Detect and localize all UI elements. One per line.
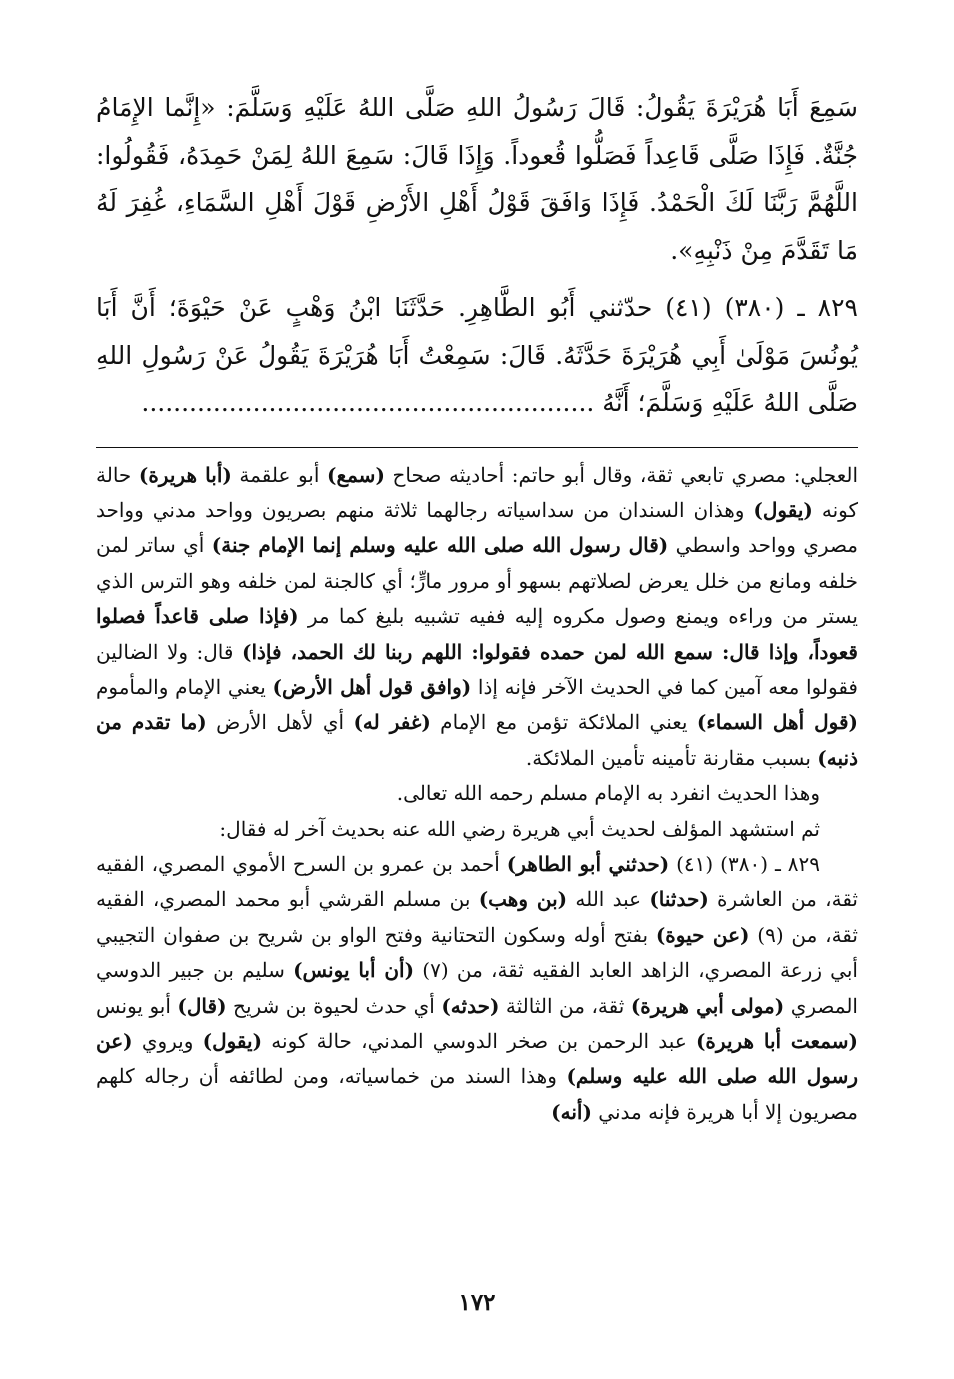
commentary-paragraph-4: ٨٢٩ ـ (٣٨٠) (٤١) (حدثني أبو الطاهر) أحمد بن عمرو بن السرح الأموي المصري، الفقيه ثقة، من العاشرة (حدثنا) عبد الله (بن وهب) بن مسلم القرشي أبو محمد المصري، الفقيه ثقة، من (٩) (عن حيوة) بفتح أوله وسكون التحتانية وفتح الواو بن شريح بن صفوان التجيبي أبي زرعة المصري، الزاهد العابد الفقيه ثقة، من (٧) (أن أبا يونس) سليم بن جبير الدوسي المصري (مولى أبي هريرة) ثقة، من الثالثة (حدثه) أي حدث لحيوة بن شريح (قال) أبو يونس (سمعت أبا هريرة) عبد الرحمن بن صخر الدوسي المدني، حالة كونه (يقول) ويروي (عن رسول الله صلى الله عليه وسلم) وهذا السند من خماسياته، ومن لطائفه أن رجاله كلهم مصريون إلا أبا هريرة فإنه مدني (أنه) bbox=[96, 851, 859, 1124]
commentary-paragraph-1: العجلي: مصري تابعي ثقة، وقال أبو حاتم: أحاديثه صحاح (سمع) أبو علقمة (أبا هريرة) حالة كونه (يقول) وهذان السندان من سداسياته رجالهما ثلاثة منهم بصريون وواحد مدني وواحد مصري وواحد واسطي (قال رسول الله صلى الله عليه وسلم إنما الإمام جنة) أي ساتر لمن خلفه ومانع من خلل يعرض لصلاتهم بسهو أو مرور مارٍّ؛ أي كالجنة لمن خلفه وهو الترس الذي يستر من وراءه ويمنع وصول مكروه إليه ففيه تشبيه بليغ كما مر (فإذا صلى قاعداً فصلوا قعوداً، وإذا قال: سمع الله لمن حمده فقولوا: اللهم ربنا لك الحمد، فإذا) قال: ولا الضالين فقولوا معه آمين كما في الحديث الآخر فإنه إذا (وافق قول أهل الأرض) يعني الإمام والمأموم (قول أهل السماء) يعني الملائكة تؤمن مع الإمام (غفر له) أي لأهل الأرض (ما تقدم من ذنبه) بسبب مقارنة تأمينه تأمين الملائكة. bbox=[96, 462, 859, 770]
commentary-paragraph-2: وهذا الحديث انفرد به الإمام مسلم رحمه الله تعالى. bbox=[396, 781, 820, 806]
hadith-paragraph-2: ٨٢٩ ـ (٣٨٠) (٤١) حدّثني أَبُو الطَّاهِرِ. حَدَّثَنَا ابْنُ وَهْبٍ عَنْ حَيْوَةَ؛ أَنَّ أَبَا يُونُسَ مَوْلَىٰ أَبِي هُرَيْرَةَ حَدَّثَهُ. قَالَ: سَمِعْتُ أَبَا هُرَيْرَةَ يَقُولُ عَنْ رَسُولِ اللهِ صَلَّى اللهُ عَلَيْهِ وَسَلَّمَ؛ أَنَّهُ ......................................................... bbox=[96, 293, 858, 417]
separator-line bbox=[96, 447, 858, 448]
page-number: ١٧٢ bbox=[458, 1289, 496, 1316]
commentary-text bbox=[96, 458, 858, 1131]
commentary-paragraph-3: ثم استشهد المؤلف لحديث أبي هريرة رضي الله عنه بحديث آخر له فقال: bbox=[219, 816, 820, 841]
hadith-paragraph-1: سَمِعَ أَبَا هُرَيْرَةَ يَقُولُ: قَالَ رَسُولُ اللهِ صَلَّى اللهُ عَلَيْهِ وَسَلَّمَ: «إِنَّما الإِمَامُ جُنَّةٌ. فَإِذَا صَلَّى قَاعِداً فَصَلُّوا قُعوداً. وَإِذَا قَالَ: سَمِعَ اللهُ لِمَنْ حَمِدَهُ، فَقُولُوا: اللَّهُمَّ رَبَّنَا لَكَ الْحَمْدُ. فَإِذَا وَافَقَ قَوْلُ أَهْلِ الأَرْضِ قَوْلَ أَهْلِ السَّمَاءِ، غُفِرَ لَهُ مَا تَقَدَّمَ مِنْ ذَنْبِهِ». bbox=[96, 93, 858, 265]
hadith-text bbox=[96, 84, 858, 427]
document-page bbox=[96, 84, 858, 1344]
